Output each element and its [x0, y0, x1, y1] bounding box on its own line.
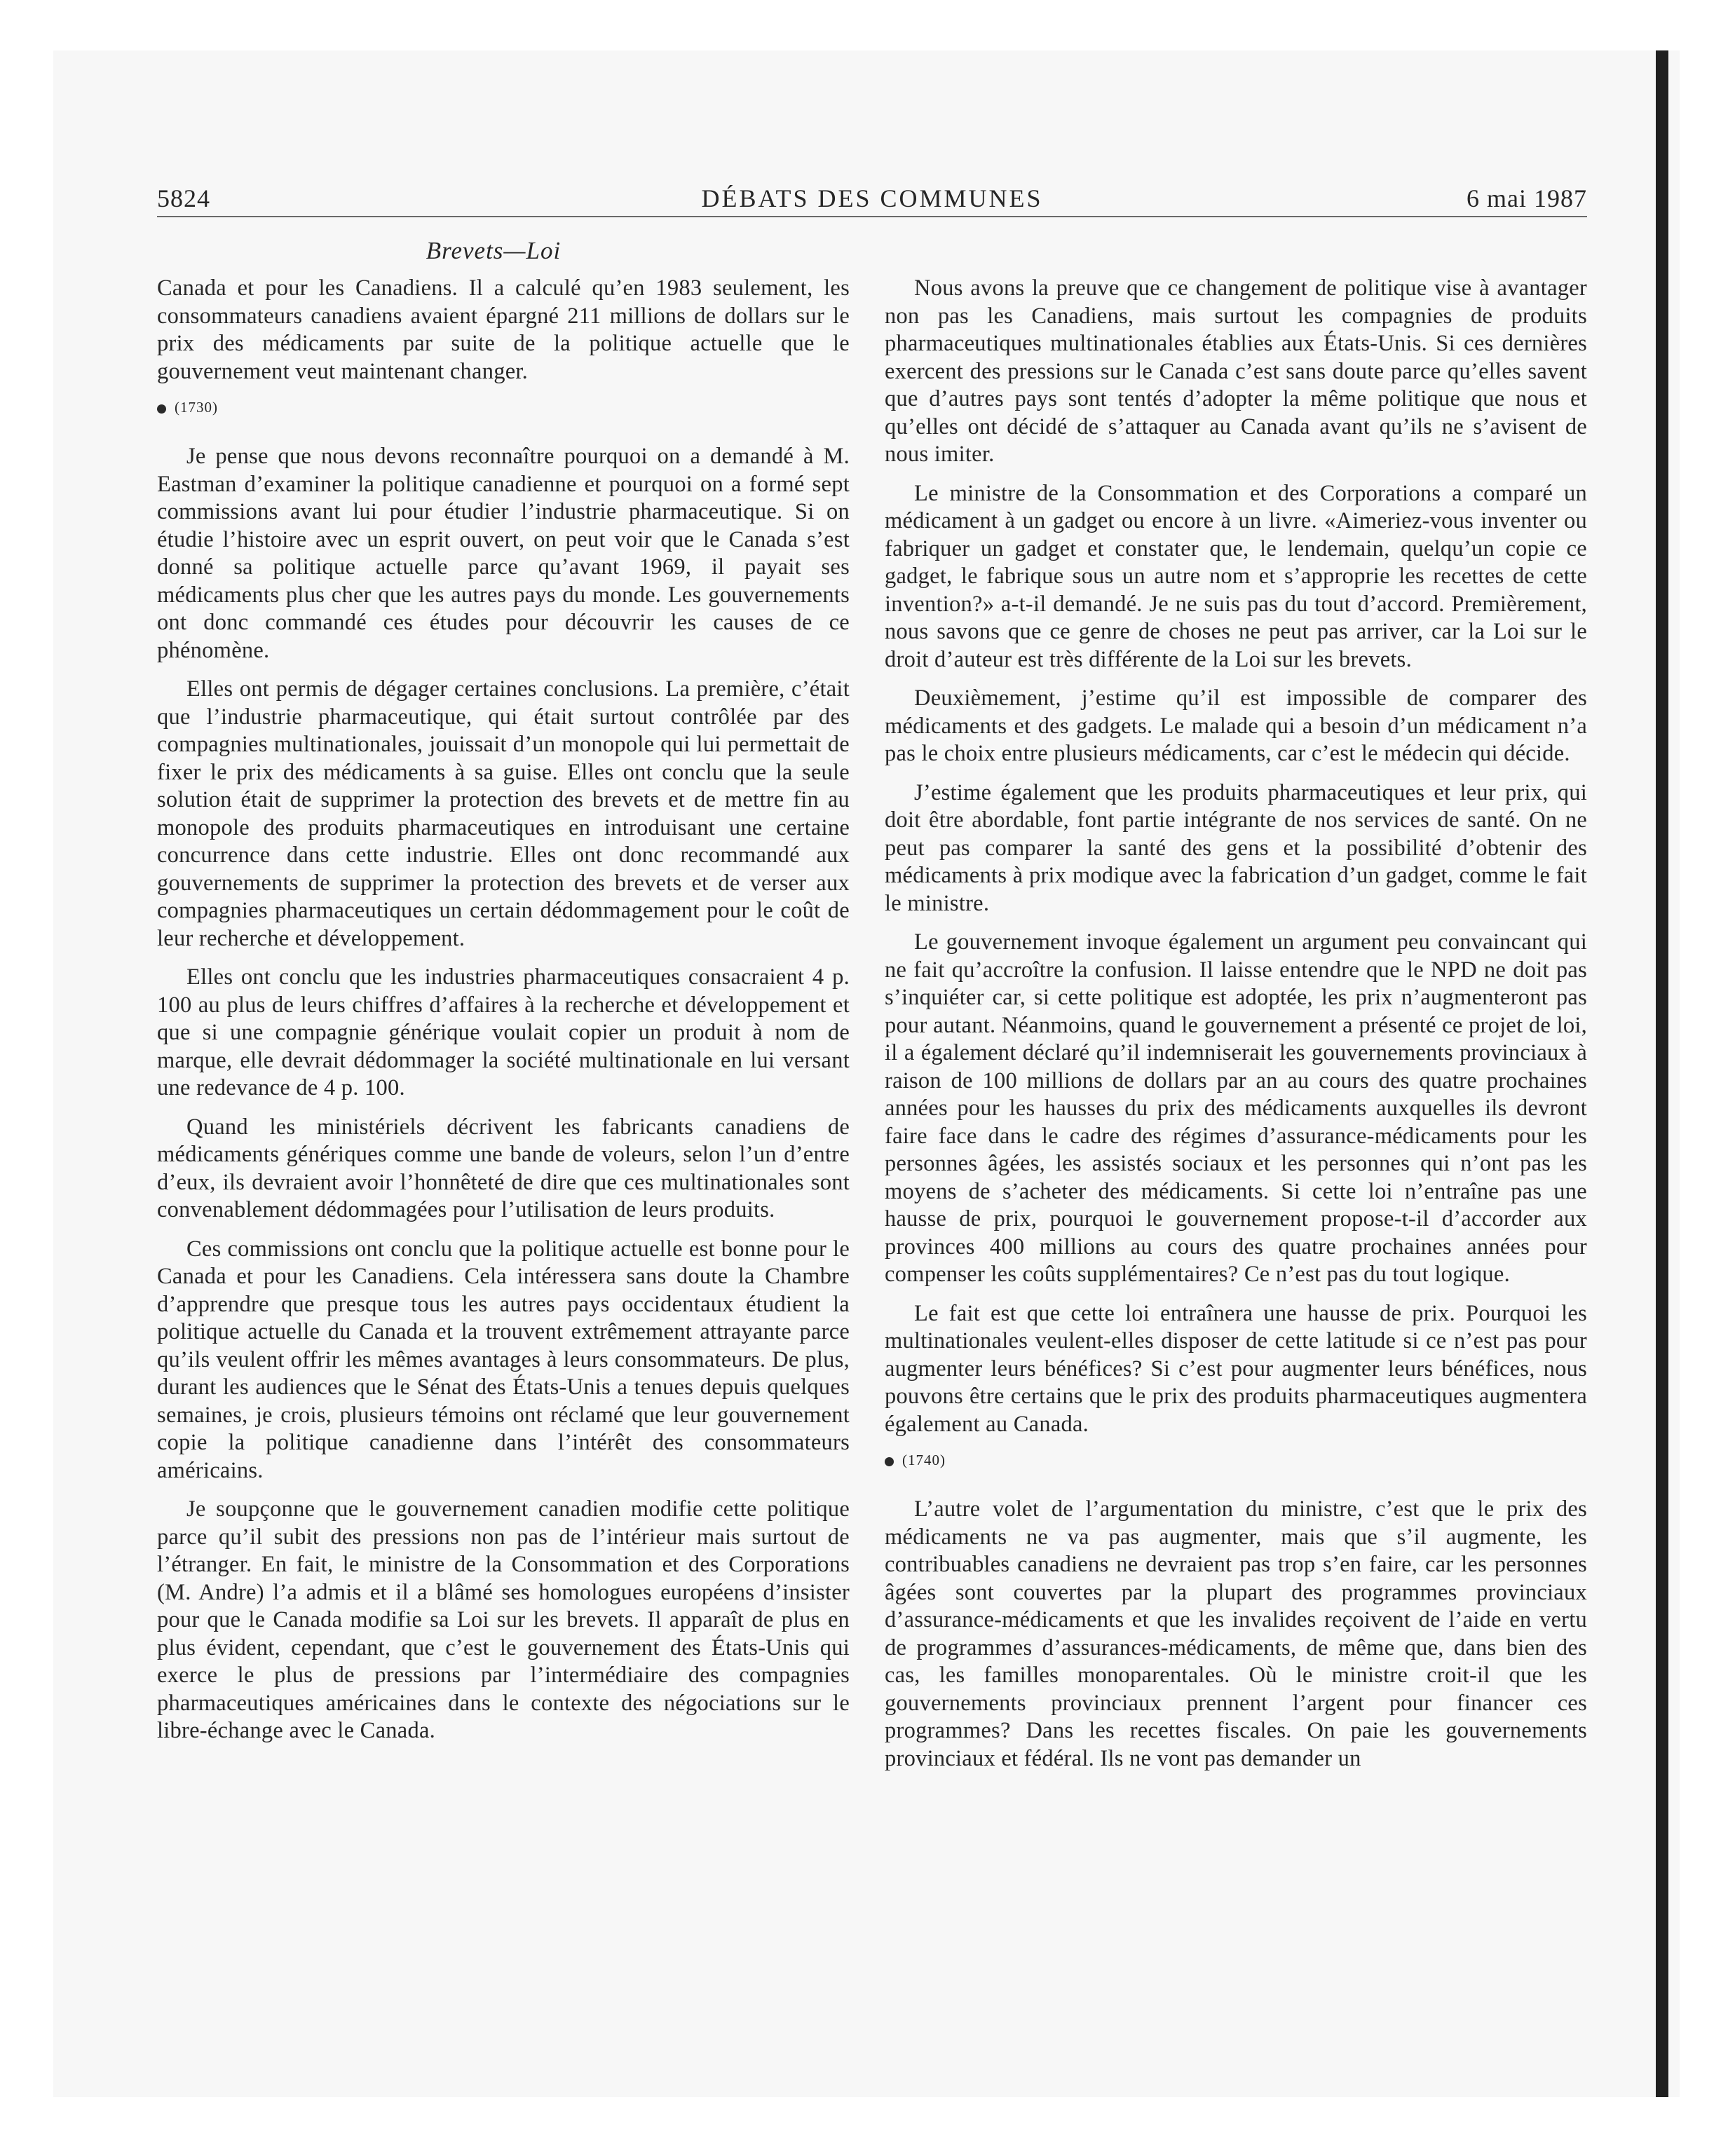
scan-edge-shadow [1656, 50, 1668, 2097]
paragraph: Canada et pour les Canadiens. Il a calculé qu’en 1983 seulement, les consommateurs canadiens avaient épargné 211 millions de dollars sur le prix des médicaments par suite de la politique actuelle que le gouvernement veut maintenant changer. [157, 275, 850, 384]
paragraph: J’estime également que les produits pharmaceutiques et leur prix, qui doit être abordable, font partie intégrante de nos services de santé. On ne peut pas comparer la santé des gens et la possibilité d’obtenir des médicaments à prix modique avec la fabrication d’un gadget, comme le fait le ministre. [885, 779, 1587, 916]
left-column [157, 275, 850, 1756]
header-rule [157, 216, 1587, 217]
paragraph: Je soupçonne que le gouvernement canadien modifie cette politique parce qu’il subit des pressions non pas de l’intérieur mais surtout de l’étranger. En fait, le ministre de la Consommation et des Corporations (M. Andre) l’a admis et il a blâmé ses homologues européens d’insister pour que le Canada modifie sa Loi sur les brevets. Il apparaît de plus en plus évident, cependant, que c’est le gouvernement des États-Unis qui exerce le plus de pressions par l’intermédiaire des compagnies pharmaceutiques américaines dans le contexte des négociations sur le libre-échange avec le Canada. [157, 1496, 850, 1743]
paragraph: Le gouvernement invoque également un argument peu convaincant qui ne fait qu’accroître la confusion. Il laisse entendre que le NPD ne doit pas s’inquiéter car, si cette politique est adoptée, les prix n’augmenteront pas pour autant. Néanmoins, quand le gouvernement a présenté ce projet de loi, il a également déclaré qu’il indemniserait les gouvernements provinciaux à raison de 100 millions de dollars par an au cours des quatre prochaines années pour les hausses du prix des médicaments auxquelles ils devront faire face dans le cadre des régimes d’assurance-médicaments pour les personnes âgées, les assistés sociaux et les personnes qui n’ont pas les moyens de s’acheter des médicaments. Si cette loi n’entraîne pas une hausse de prix, pourquoi le gouvernement propose-t-il d’accorder aux provinces 400 millions au cours des quatre prochaines années pour compenser les coûts supplémentaires? Ce n’est pas du tout logique. [885, 929, 1587, 1287]
page-number: 5824 [157, 184, 210, 212]
paragraph: Je pense que nous devons reconnaître pourquoi on a demandé à M. Eastman d’examiner la politique canadienne et pourquoi on a formé sept commissions avant lui pour étudier l’industrie pharmaceutique. Si on étudie l’histoire avec un esprit ouvert, on peut voir que le Canada s’est donné sa politique actuelle parce qu’avant 1969, il payait ses médicaments plus cher que les autres pays du monde. Les gouvernements ont donc commandé ces études pour découvrir les causes de ce phénomène. [157, 444, 850, 663]
paragraph: Le ministre de la Consommation et des Corporations a comparé un médicament à un gadget ou encore à un livre. «Aimeriez-vous inventer ou fabriquer un gadget et constater que, le lendemain, quelqu’un copie ce gadget, le fabrique sous un autre nom et s’approprie les recettes de cette invention?» a-t-il demandé. Je ne suis pas du tout d’accord. Premièrement, nous savons que ce genre de choses ne peut pas arriver, car la Loi sur le droit d’auteur est très différente de la Loi sur les brevets. [885, 480, 1587, 672]
paragraph: Elles ont permis de dégager certaines conclusions. La première, c’était que l’industrie pharmaceutique, qui était surtout contrôlée par des compagnies multinationales, jouissait d’un monopole qui lui permettait de fixer le prix des médicaments à sa guise. Elles ont conclu que la seule solution était de supprimer la protection des brevets et de mettre fin au monopole des produits pharmaceutiques en introduisant une certaine concurrence dans cette industrie. Elles ont donc recommandé aux gouvernements de supprimer la protection des brevets et de verser aux compagnies pharmaceutiques un certain dédommagement pour le coût de leur recherche et développement. [157, 676, 850, 951]
bullet-icon [157, 404, 166, 414]
right-column [885, 275, 1587, 1784]
paragraph: Elles ont conclu que les industries pharmaceutiques consacraient 4 p. 100 au plus de leurs chiffres d’affaires à la recherche et développement et que si une compagnie générique voulait copier un produit à nom de marque, elle devrait dédommager la société multinationale en lui versant une redevance de 4 p. 100. [157, 964, 850, 1100]
journal-title: DÉBATS DES COMMUNES [701, 184, 1043, 212]
paragraph: Le fait est que cette loi entraînera une hausse de prix. Pourquoi les multinationales veulent-elles disposer de cette latitude si ce n’est pas pour augmenter leurs bénéfices? Si c’est pour augmenter leurs bénéfices, nous pouvons être certains que le prix des produits pharmaceutiques augmentera également au Canada. [885, 1300, 1587, 1437]
page-header [157, 184, 1587, 219]
time-marker [157, 397, 850, 418]
paragraph: Ces commissions ont conclu que la politique actuelle est bonne pour le Canada et pour les Canadiens. Cela intéressera sans doute la Chambre d’apprendre que presque tous les autres pays occidentaux étudient la politique actuelle du Canada et la trouvent extrêmement attrayante parce qu’ils veulent offrir les mêmes avantages à leurs consommateurs. De plus, durant les audiences que le Sénat des États-Unis a tenues depuis quelques semaines, je crois, plusieurs témoins ont réclamé que leur gouvernement copie la politique canadienne dans l’intérêt des consommateurs américains. [157, 1236, 850, 1483]
time-marker [885, 1449, 1587, 1471]
sitting-date: 6 mai 1987 [1467, 184, 1587, 212]
paragraph: Deuxièmement, j’estime qu’il est impossible de comparer des médicaments et des gadgets. Le malade qui a besoin d’un médicament n’a pas le choix entre plusieurs médicaments, car c’est le médecin qui décide. [885, 685, 1587, 766]
running-head: Brevets—Loi [426, 237, 562, 264]
time-marker-label: (1730) [175, 399, 218, 416]
paragraph: L’autre volet de l’argumentation du ministre, c’est que le prix des médicaments ne va pas augmenter, mais que s’il augmente, les contribuables canadiens ne devraient pas trop s’en faire, car les personnes âgées sont couvertes par la plupart des programmes provinciaux d’assurance-médicaments et que les invalides reçoivent de l’aide en vertu de programmes d’assurances-médicaments, de même que, dans bien des cas, les familles monoparentales. Où le ministre croit-il que les gouvernements provinciaux prennent l’argent pour financer ces programmes? Dans les recettes fiscales. On paie les gouvernements provinciaux et fédéral. Ils ne vont pas demander un [885, 1496, 1587, 1771]
paragraph: Nous avons la preuve que ce changement de politique vise à avantager non pas les Canadiens, mais surtout les compagnies de produits pharmaceutiques multinationales établies aux États-Unis. Si ces dernières exercent des pressions sur le Canada c’est sans doute parce qu’elles savent que d’autres pays sont tentés d’adopter la même politique que nous et qu’elles ont décidé de s’attaquer au Canada avant qu’ils ne s’avisent de nous imiter. [885, 275, 1587, 467]
bullet-icon [885, 1457, 894, 1466]
time-marker-label: (1740) [902, 1452, 946, 1468]
paragraph: Quand les ministériels décrivent les fabricants canadiens de médicaments génériques comme une bande de voleurs, selon l’un d’entre d’eux, ils devraient avoir l’honnêteté de dire que ces multinationales sont convenablement dédommagées pour l’utilisation de leurs produits. [157, 1114, 850, 1222]
